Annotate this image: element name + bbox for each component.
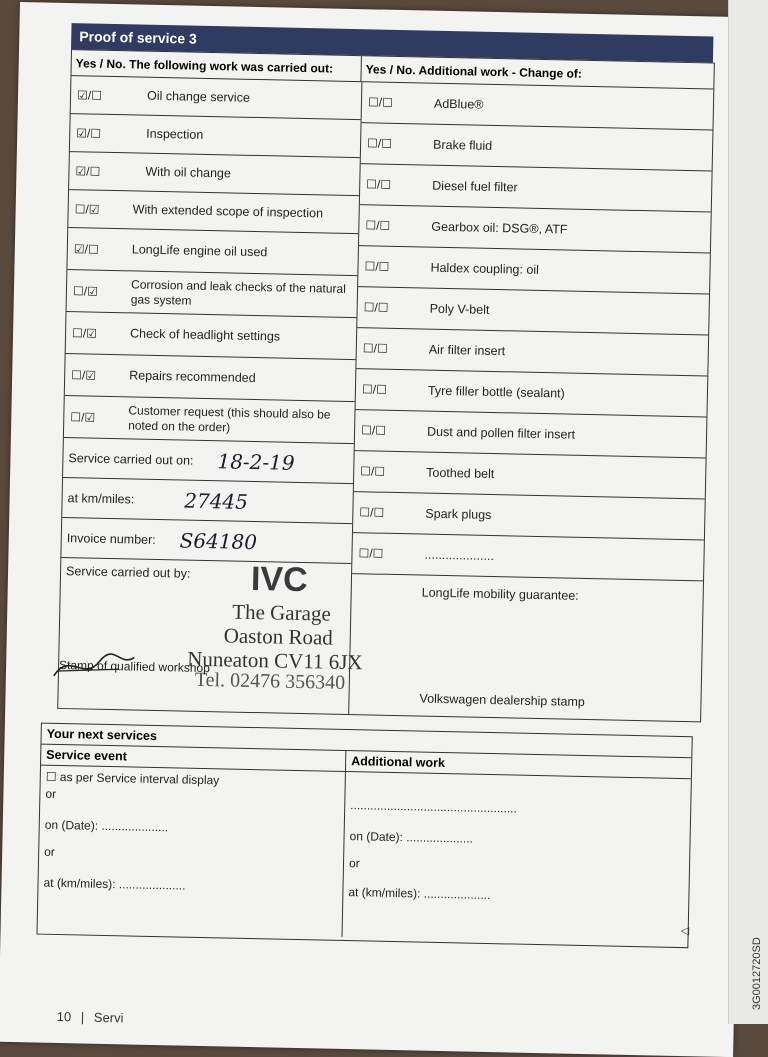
change-row-haldex (358, 246, 710, 294)
work-row-longlife-oil (67, 228, 358, 276)
mobility-guarantee-label: LongLife mobility guarantee: (421, 585, 579, 603)
change-label: Haldex coupling: oil (430, 260, 540, 277)
page-number: 10 (56, 1008, 72, 1025)
service-table (57, 49, 715, 722)
work-row-headlight-check (66, 312, 357, 360)
additional-work-field[interactable]: .................................................. (350, 798, 518, 816)
service-event-column (38, 766, 346, 937)
change-label: Spark plugs (425, 506, 492, 522)
invoice-value[interactable]: S64180 (179, 527, 258, 554)
additional-work-header: Additional work (351, 754, 446, 771)
next-services-title: Your next services (41, 724, 691, 759)
work-label: Repairs recommended (129, 368, 256, 386)
change-row-other (352, 533, 704, 581)
additional-work-column (349, 82, 713, 721)
arrow-icon: ◁ (680, 925, 690, 938)
yes-no-checkbox[interactable]: ☑/☐ (76, 87, 103, 103)
yes-no-checkbox[interactable]: ☐/☐ (367, 95, 393, 110)
yes-no-checkbox[interactable]: ☐/☐ (364, 259, 390, 274)
change-label: Diesel fuel filter (432, 178, 518, 194)
yes-no-checkbox[interactable]: ☑/☐ (75, 163, 101, 179)
stamp-brand: IVC (250, 559, 309, 600)
yes-no-checkbox[interactable]: ☐/☐ (359, 505, 385, 520)
work-row-extended-inspection (68, 190, 359, 234)
work-label: Oil change service (146, 88, 251, 105)
change-row-gearbox-oil (359, 205, 711, 253)
change-row-diesel-filter (360, 164, 712, 212)
or-text: or (44, 844, 56, 859)
work-label: Check of headlight settings (129, 326, 281, 344)
or-text: or (45, 786, 57, 801)
yes-no-checkbox[interactable]: ☐/☑ (71, 325, 98, 341)
change-label-blank[interactable]: .................... (424, 547, 495, 563)
service-event-header: Service event (41, 745, 346, 771)
service-interval-option[interactable]: ☐ as per Service interval display (45, 769, 220, 788)
yes-no-checkbox[interactable]: ☑/☐ (73, 241, 99, 257)
yes-no-checkbox[interactable]: ☑/☐ (76, 125, 102, 141)
work-label: With extended scope of inspection (132, 202, 324, 221)
service-date-value[interactable]: 18-2-19 (217, 448, 295, 475)
yes-no-checkbox[interactable]: ☐/☐ (362, 341, 388, 356)
change-label: AdBlue® (433, 96, 484, 112)
work-label: Corrosion and leak checks of the natural gas system (130, 276, 347, 308)
stamp-line-2: Oaston Road (223, 623, 334, 650)
km-row (62, 478, 353, 524)
change-label: Air filter insert (428, 342, 506, 358)
change-row-poly-v-belt (357, 287, 709, 335)
work-label: Customer request (this should also be noted on the order) (128, 402, 331, 434)
work-row-oil-change (71, 76, 362, 120)
work-row-with-oil-change (69, 152, 360, 196)
work-label: Inspection (146, 126, 204, 142)
work-row-gas-system-check (67, 270, 358, 318)
change-label: Tyre filler bottle (sealant) (427, 383, 565, 400)
work-carried-out-column (58, 76, 362, 714)
work-row-inspection (70, 114, 361, 158)
booklet-page (0, 2, 755, 1057)
next-date-field[interactable]: on (Date): .................... (44, 817, 169, 835)
yes-no-checkbox[interactable]: ☐/☑ (71, 367, 97, 383)
invoice-row (61, 518, 352, 564)
side-code: 3G0012720SD (751, 937, 763, 1010)
carried-out-by-label: Service carried out by: (65, 564, 191, 581)
change-row-air-filter (356, 328, 708, 376)
service-date-label: Service carried out on: (68, 450, 194, 468)
footer-section: Servi (93, 1009, 124, 1026)
signature (49, 646, 140, 688)
change-row-pollen-filter (355, 410, 707, 458)
additional-date-field[interactable]: on (Date): .................... (349, 829, 474, 846)
yes-no-checkbox[interactable]: ☐/☑ (74, 201, 100, 217)
dealer-stamp-label: Volkswagen dealership stamp (419, 691, 585, 709)
next-km-field[interactable]: at (km/miles): .................... (43, 875, 186, 893)
change-row-brake-fluid (361, 123, 713, 171)
yes-no-checkbox[interactable]: ☐/☐ (360, 464, 386, 479)
change-row-adblue (362, 82, 714, 130)
yes-no-checkbox[interactable]: ☐/☐ (363, 300, 389, 315)
change-label: Gearbox oil: DSG®, ATF (431, 219, 568, 237)
service-date-row (63, 438, 354, 484)
or-text: or (348, 856, 360, 871)
carried-out-by-box (58, 558, 363, 704)
page-footer: 10 | Servi (56, 1008, 124, 1026)
work-row-customer-request (64, 396, 355, 444)
change-label: Dust and pollen filter insert (426, 424, 576, 442)
work-label: LongLife engine oil used (131, 242, 268, 260)
yes-no-checkbox[interactable]: ☐/☑ (70, 409, 96, 425)
stamp-line-4: Tel. 02476 356340 (194, 668, 346, 694)
stamp-line-1: The Garage (232, 599, 332, 626)
dealer-stamp-box (349, 574, 703, 721)
additional-work-next-column (342, 772, 690, 944)
invoice-label: Invoice number: (66, 530, 156, 547)
change-row-tyre-filler (356, 369, 708, 417)
work-row-repairs-recommended (65, 354, 356, 402)
right-header: Yes / No. Additional work - Change of: (365, 62, 583, 81)
yes-no-checkbox[interactable]: ☐/☐ (361, 382, 387, 397)
yes-no-checkbox[interactable]: ☐/☑ (72, 283, 98, 299)
change-label: Poly V-belt (429, 301, 490, 317)
change-row-spark-plugs (353, 492, 705, 540)
km-label: at km/miles: (67, 490, 135, 507)
km-value[interactable]: 27445 (184, 488, 249, 514)
yes-no-checkbox[interactable]: ☐/☐ (366, 177, 392, 192)
additional-km-field[interactable]: at (km/miles): .................... (348, 885, 491, 903)
page-title: Proof of service 3 (79, 28, 197, 47)
work-label: With oil change (145, 164, 232, 181)
next-services-table (36, 723, 692, 949)
workshop-stamp-label: Stamp of qualified workshop (58, 657, 210, 676)
yes-no-checkbox[interactable]: ☐/☐ (358, 546, 384, 561)
change-label: Brake fluid (432, 137, 493, 153)
yes-no-checkbox[interactable]: ☐/☐ (365, 218, 391, 233)
left-header: Yes / No. The following work was carried out: (71, 50, 361, 81)
yes-no-checkbox[interactable]: ☐/☐ (366, 136, 393, 151)
stamp-line-3: Nuneaton CV11 6JX (187, 646, 363, 675)
yes-no-checkbox[interactable]: ☐/☐ (360, 423, 387, 438)
change-row-toothed-belt (354, 451, 706, 499)
change-label: Toothed belt (426, 465, 495, 481)
next-page-edge (728, 0, 768, 1024)
